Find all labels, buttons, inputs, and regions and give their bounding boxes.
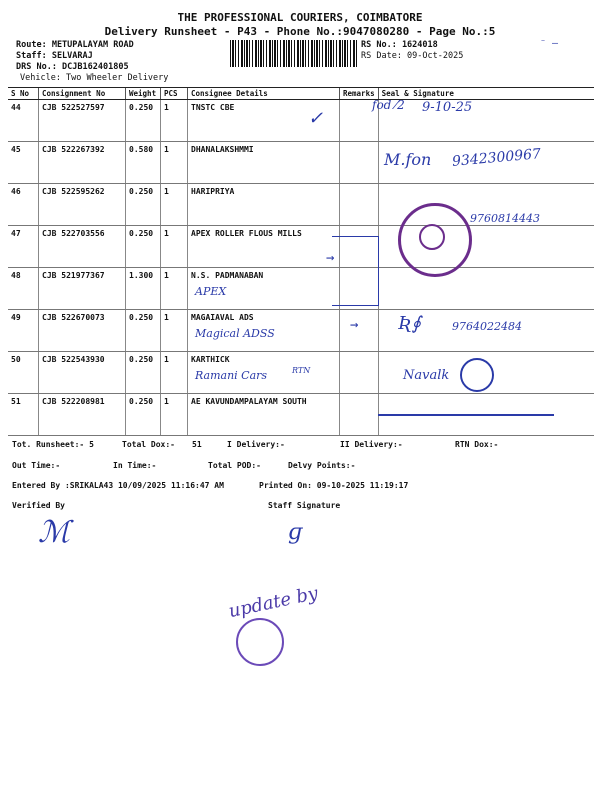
tick-mark: ✓ xyxy=(308,108,324,129)
update-stamp xyxy=(236,618,284,666)
handwritten-signature-50: Navalk xyxy=(403,368,450,383)
cell-consignment-no-text: CJB 522703556 xyxy=(42,229,105,238)
out-time: Out Time:- xyxy=(12,461,61,470)
cell-seal-signature xyxy=(378,100,594,142)
cell-pcs xyxy=(161,394,188,436)
handwritten-consignee-note: Ramani Cars xyxy=(195,369,268,382)
table-row xyxy=(8,268,594,310)
cell-consignee-text: N.S. PADMANABAN xyxy=(191,271,264,280)
col-pcs: PCS xyxy=(161,88,188,100)
cell-weight-text: 0.250 xyxy=(129,103,154,112)
seal-stamp-small xyxy=(460,358,494,392)
cell-remarks xyxy=(340,142,379,184)
cell-pcs xyxy=(161,268,188,310)
cell-sno xyxy=(8,142,39,184)
cell-pcs-text: 1 xyxy=(164,229,169,238)
cell-pcs-text: 1 xyxy=(164,103,169,112)
cell-pcs-text: 1 xyxy=(164,355,169,364)
cell-consignee xyxy=(188,352,340,394)
rtn-dox: RTN Dox:- xyxy=(455,440,499,449)
cell-pcs-text: 1 xyxy=(164,187,169,196)
cell-sno xyxy=(8,226,39,268)
cell-sno-text: 47 xyxy=(11,229,21,238)
cell-consignee-text: DHANALAKSHMMI xyxy=(191,145,254,154)
rs-date: RS Date: 09-Oct-2025 xyxy=(361,51,464,61)
handwritten-phone-47: 9760814443 xyxy=(470,212,540,225)
cell-consignee-text: KARTHICK xyxy=(191,355,230,364)
delvy-points: Delvy Points:- xyxy=(288,461,356,470)
cell-sno xyxy=(8,184,39,226)
drs-no: DRS No.: DCJB162401805 xyxy=(16,62,129,72)
table-row xyxy=(8,226,594,268)
cell-weight xyxy=(126,352,161,394)
cell-sno-text: 49 xyxy=(11,313,21,322)
total-pod: Total POD:- xyxy=(208,461,261,470)
rs-no: RS No.: 1624018 xyxy=(361,40,438,50)
cell-seal-signature xyxy=(378,268,594,310)
cell-pcs xyxy=(161,142,188,184)
tot-runsheet: Tot. Runsheet:- 5 xyxy=(12,440,94,449)
handwritten-phone-49: 9764022484 xyxy=(452,320,522,333)
cell-consignment-no-text: CJB 522208981 xyxy=(42,397,105,406)
cell-consignment-no-text: CJB 522595262 xyxy=(42,187,105,196)
i-delivery: I Delivery:- xyxy=(227,440,285,449)
handwritten-signature-45: M.fon xyxy=(384,150,432,169)
table-header xyxy=(8,88,594,100)
cell-sno-text: 51 xyxy=(11,397,21,406)
cell-pcs xyxy=(161,226,188,268)
barcode xyxy=(230,40,358,67)
entered-by: Entered By :SRIKALA43 10/09/2025 11:16:47 AM xyxy=(12,481,224,490)
cell-consignee xyxy=(188,310,340,352)
cell-weight xyxy=(126,226,161,268)
company-title: THE PROFESSIONAL COURIERS, COIMBATORE xyxy=(177,11,423,24)
cell-consignee-text: HARIPRIYA xyxy=(191,187,235,196)
cell-remarks xyxy=(340,352,379,394)
handwritten-phone-45: 9342300967 xyxy=(451,146,542,170)
cell-consignee-text: AE KAVUNDAMPALAYAM SOUTH xyxy=(191,397,307,406)
cell-consignee-text: APEX ROLLER FLOUS MILLS xyxy=(191,229,302,238)
handwritten-update-note: update by xyxy=(226,582,320,623)
cell-pcs-text: 1 xyxy=(164,397,169,406)
cell-consignee xyxy=(188,142,340,184)
cell-weight xyxy=(126,268,161,310)
runsheet-subtitle: Delivery Runsheet - P43 - Phone No.:9047080280 - Page No.:5 xyxy=(104,25,496,38)
col-weight: Weight xyxy=(126,88,161,100)
cell-consignee xyxy=(188,394,340,436)
cell-remarks xyxy=(340,310,379,352)
cell-weight xyxy=(126,142,161,184)
handwritten-signature-44: fod ⁄2 xyxy=(372,98,405,112)
cell-sno xyxy=(8,268,39,310)
cell-weight xyxy=(126,184,161,226)
cell-consignment-no-text: CJB 522543930 xyxy=(42,355,105,364)
table-row xyxy=(8,100,594,142)
total-dox-value: 51 xyxy=(192,440,202,449)
verified-by: Verified By xyxy=(12,501,65,510)
cell-sno xyxy=(8,352,39,394)
cell-weight-text: 0.250 xyxy=(129,355,154,364)
ii-delivery: II Delivery:- xyxy=(340,440,403,449)
cell-consignment-no xyxy=(39,310,126,352)
cell-consignee-text: MAGAIAVAL ADS xyxy=(191,313,254,322)
cell-weight-text: 0.250 xyxy=(129,187,154,196)
staff-signature: Staff Signature xyxy=(268,501,341,510)
cell-consignment-no xyxy=(39,268,126,310)
handwritten-consignee-note: APEX xyxy=(195,285,227,298)
staff: Staff: SELVARAJ xyxy=(16,51,93,61)
cell-pcs-text: 1 xyxy=(164,271,169,280)
seal-stamp-inner xyxy=(419,224,445,250)
cell-consignee xyxy=(188,268,340,310)
cell-consignment-no xyxy=(39,142,126,184)
cell-weight-text: 0.250 xyxy=(129,313,154,322)
cell-consignment-no xyxy=(39,352,126,394)
scribble-mark: ⁻ — xyxy=(540,38,559,49)
arrow-icon: → xyxy=(350,317,359,333)
col-consignment: Consignment No xyxy=(39,88,126,100)
cell-pcs-text: 1 xyxy=(164,145,169,154)
bracket-mark xyxy=(332,236,379,306)
verified-signature: ℳ xyxy=(38,515,71,550)
printed-on: Printed On: 09-10-2025 11:19:17 xyxy=(259,481,409,490)
cell-remarks xyxy=(340,394,379,436)
cell-sno xyxy=(8,100,39,142)
cell-consignee xyxy=(188,226,340,268)
col-remarks: Remarks xyxy=(340,88,379,100)
seal-stamp-eb xyxy=(378,398,554,416)
cell-sno-text: 48 xyxy=(11,271,21,280)
cell-pcs xyxy=(161,184,188,226)
cell-pcs xyxy=(161,310,188,352)
cell-sno-text: 50 xyxy=(11,355,21,364)
cell-weight-text: 0.250 xyxy=(129,397,154,406)
cell-weight-text: 0.250 xyxy=(129,229,154,238)
cell-sno-text: 46 xyxy=(11,187,21,196)
cell-pcs xyxy=(161,100,188,142)
cell-consignee-text: TNSTC CBE xyxy=(191,103,235,112)
cell-consignment-no xyxy=(39,100,126,142)
total-dox-label: Total Dox:- xyxy=(122,440,175,449)
col-consignee: Consignee Details xyxy=(188,88,340,100)
cell-consignee xyxy=(188,184,340,226)
cell-weight xyxy=(126,100,161,142)
cell-consignment-no xyxy=(39,394,126,436)
cell-weight-text: 0.580 xyxy=(129,145,154,154)
in-time: In Time:- xyxy=(113,461,157,470)
handwritten-date-44: 9-10-25 xyxy=(422,100,473,115)
cell-sno xyxy=(8,394,39,436)
vehicle: Vehicle: Two Wheeler Delivery xyxy=(20,73,169,83)
arrow-icon: → xyxy=(326,250,335,266)
cell-pcs-text: 1 xyxy=(164,313,169,322)
cell-sno-text: 44 xyxy=(11,103,21,112)
cell-consignment-no-text: CJB 522670073 xyxy=(42,313,105,322)
route: Route: METUPALAYAM ROAD xyxy=(16,40,134,50)
cell-sno-text: 45 xyxy=(11,145,21,154)
handwritten-signature-49: Ʀ∮ xyxy=(398,313,421,334)
runsheet-table xyxy=(8,87,594,436)
col-seal-signature: Seal & Signature xyxy=(378,88,594,100)
cell-consignment-no xyxy=(39,184,126,226)
cell-remarks xyxy=(340,184,379,226)
cell-consignment-no-text: CJB 522527597 xyxy=(42,103,105,112)
cell-weight xyxy=(126,310,161,352)
cell-consignment-no-text: CJB 522267392 xyxy=(42,145,105,154)
cell-consignment-no xyxy=(39,226,126,268)
staff-signature-mark: ɡ xyxy=(288,520,303,545)
handwritten-consignee-note: Magical ADSS xyxy=(195,327,275,340)
cell-weight-text: 1.300 xyxy=(129,271,154,280)
cell-pcs xyxy=(161,352,188,394)
cell-sno xyxy=(8,310,39,352)
handwritten-note-50: RTN xyxy=(292,366,311,375)
cell-weight xyxy=(126,394,161,436)
cell-consignment-no-text: CJB 521977367 xyxy=(42,271,105,280)
col-sno: S No xyxy=(8,88,39,100)
